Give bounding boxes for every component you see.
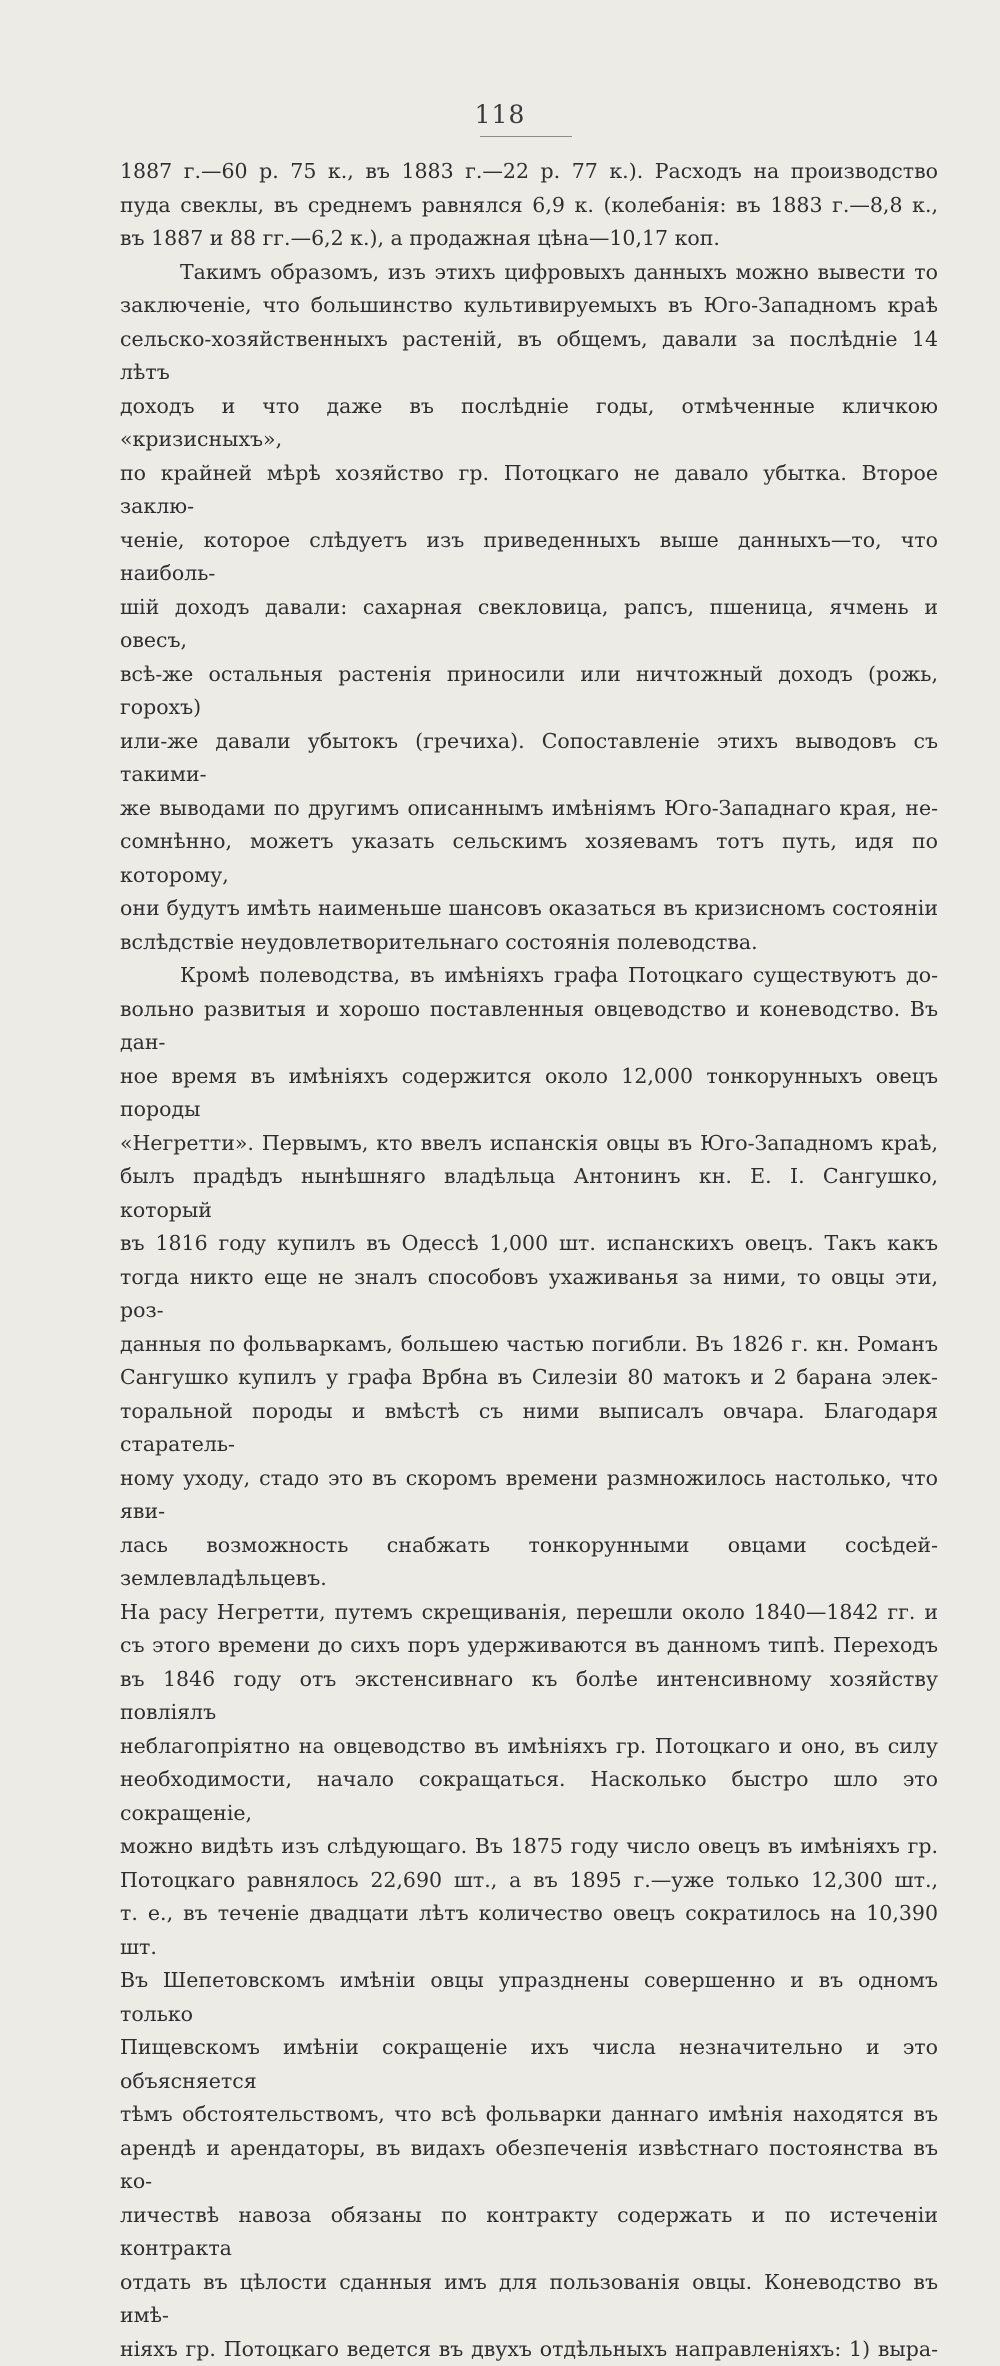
page-number-rule: [480, 136, 572, 137]
page-number: 118: [0, 100, 1000, 129]
text-line: или-же давали убытокъ (гречиха). Сопоставленіе этихъ выводовъ съ такими-: [120, 725, 938, 792]
text-line: 1887 г.—60 р. 75 к., въ 1883 г.—22 р. 77 к.). Расходъ на производство: [120, 155, 938, 189]
text-line: сомнѣнно, можетъ указать сельскимъ хозяевамъ тотъ путь, идя по которому,: [120, 825, 938, 892]
text-line: былъ прадѣдъ нынѣшняго владѣльца Антонинъ кн. Е. І. Сангушко, который: [120, 1160, 938, 1227]
text-line: они будутъ имѣть наименьше шансовъ оказаться въ кризисномъ состояніи: [120, 892, 938, 926]
text-line: отдать въ цѣлости сданныя имъ для пользованія овцы. Коневодство въ имѣ-: [120, 2266, 938, 2333]
text-line: вольно развитыя и хорошо поставленныя овцеводство и коневодство. Въ дан-: [120, 993, 938, 1060]
text-line: вслѣдствіе неудовлетворительнаго состоянія полеводства.: [120, 926, 938, 960]
text-line: ному уходу, стадо это въ скоромъ времени размножилось настолько, что яви-: [120, 1462, 938, 1529]
text-line: личествѣ навоза обязаны по контракту содержать и по истеченіи контракта: [120, 2199, 938, 2266]
text-line: Пищевскомъ имѣніи сокращеніе ихъ числа незначительно и это объясняется: [120, 2031, 938, 2098]
text-line: съ этого времени до сихъ поръ удерживаются въ данномъ типѣ. Переходъ: [120, 1629, 938, 1663]
text-line: «Негретти». Первымъ, кто ввелъ испанскія овцы въ Юго-Западномъ краѣ,: [120, 1127, 938, 1161]
text-line: въ 1887 и 88 гг.—6,2 к.), а продажная цѣна—10,17 коп.: [120, 222, 938, 256]
text-line: ченіе, которое слѣдуетъ изъ приведенныхъ выше данныхъ—то, что наиболь-: [120, 524, 938, 591]
text-line: необходимости, начало сокращаться. Насколько быстро шло это сокращеніе,: [120, 1763, 938, 1830]
text-line: заключеніе, что большинство культивируемыхъ въ Юго-Западномъ краѣ: [120, 289, 938, 323]
body-text: [120, 155, 938, 2366]
text-line: въ 1846 году отъ экстенсивнаго къ болѣе интенсивному хозяйству повліялъ: [120, 1663, 938, 1730]
text-line: данныя по фольваркамъ, большею частью погибли. Въ 1826 г. кн. Романъ: [120, 1328, 938, 1362]
text-line: Кромѣ полеводства, въ имѣніяхъ графа Потоцкаго существуютъ до-: [120, 959, 938, 993]
text-line: Сангушко купилъ у графа Врбна въ Силезіи 80 матокъ и 2 барана элек-: [120, 1361, 938, 1395]
text-line: пуда свеклы, въ среднемъ равнялся 6,9 к. (колебанія: въ 1883 г.—8,8 к.,: [120, 189, 938, 223]
text-line: шій доходъ давали: сахарная свекловица, рапсъ, пшеница, ячмень и овесъ,: [120, 591, 938, 658]
text-line: т. е., въ теченіе двадцати лѣтъ количество овецъ сократилось на 10,390 шт.: [120, 1897, 938, 1964]
text-line: На расу Негретти, путемъ скрещиванія, перешли около 1840—1842 гг. и: [120, 1596, 938, 1630]
text-line: ніяхъ гр. Потоцкаго ведется въ двухъ отдѣльныхъ направленіяхъ: 1) выра-: [120, 2333, 938, 2366]
text-line: всѣ-же остальныя растенія приносили или ничтожный доходъ (рожь, горохъ): [120, 658, 938, 725]
text-line: въ 1816 году купилъ въ Одессѣ 1,000 шт. испанскихъ овецъ. Такъ какъ: [120, 1227, 938, 1261]
text-line: тогда никто еще не зналъ способовъ ухаживанья за ними, то овцы эти, роз-: [120, 1261, 938, 1328]
text-line: арендѣ и арендаторы, въ видахъ обезпеченія извѣстнаго постоянства въ ко-: [120, 2132, 938, 2199]
text-line: же выводами по другимъ описаннымъ имѣніямъ Юго-Западнаго края, не-: [120, 792, 938, 826]
text-line: Такимъ образомъ, изъ этихъ цифровыхъ данныхъ можно вывести то: [120, 256, 938, 290]
text-line: неблагопріятно на овцеводство въ имѣніяхъ гр. Потоцкаго и оно, въ силу: [120, 1730, 938, 1764]
text-line: доходъ и что даже въ послѣдніе годы, отмѣченные кличкою «кризисныхъ»,: [120, 390, 938, 457]
text-line: сельско-хозяйственныхъ растеній, въ общемъ, давали за послѣдніе 14 лѣтъ: [120, 323, 938, 390]
text-line: по крайней мѣрѣ хозяйство гр. Потоцкаго не давало убытка. Второе заклю-: [120, 457, 938, 524]
text-line: ное время въ имѣніяхъ содержится около 12,000 тонкорунныхъ овецъ породы: [120, 1060, 938, 1127]
text-line: Потоцкаго равнялось 22,690 шт., а въ 1895 г.—уже только 12,300 шт.,: [120, 1864, 938, 1898]
text-line: тѣмъ обстоятельствомъ, что всѣ фольварки даннаго имѣнія находятся въ: [120, 2098, 938, 2132]
text-line: можно видѣть изъ слѣдующаго. Въ 1875 году число овецъ въ имѣніяхъ гр.: [120, 1830, 938, 1864]
text-line: Въ Шепетовскомъ имѣніи овцы упразднены совершенно и въ одномъ только: [120, 1964, 938, 2031]
text-line: лась возможность снабжать тонкорунными овцами сосѣдей-землевладѣльцевъ.: [120, 1529, 938, 1596]
text-line: торальной породы и вмѣстѣ съ ними выписалъ овчара. Благодаря старатель-: [120, 1395, 938, 1462]
